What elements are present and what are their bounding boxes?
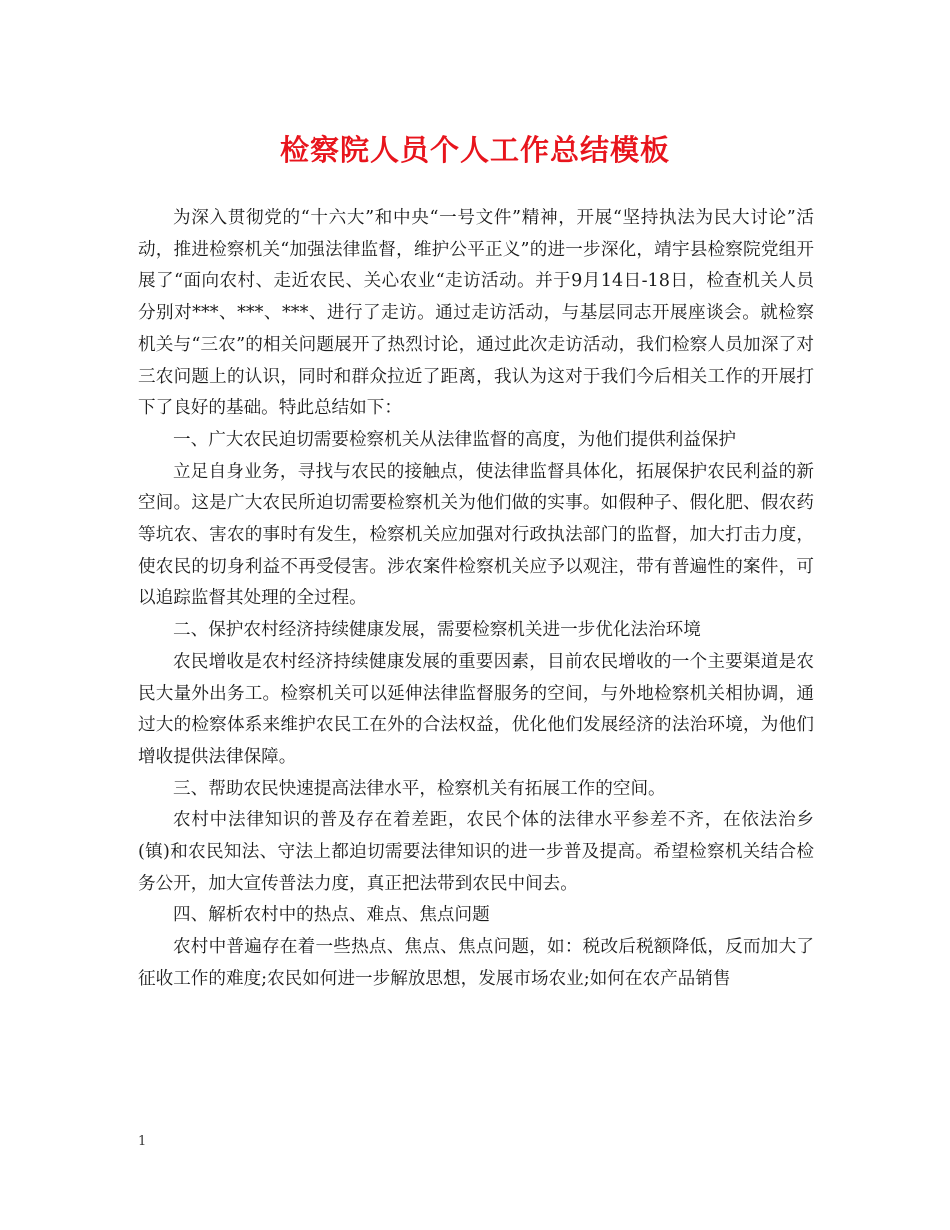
section-heading-4: 四、解析农村中的热点、难点、焦点问题	[173, 905, 490, 926]
paragraph-section-2: 农民增收是农村经济持续健康发展的重要因素，目前农民增收的一个主要渠道是农民大量外出务工。检察机关可以延伸法律监督服务的空间，与外地检察机关相协调，通过大的检察体系来维护农民工在外的合法权益，优化他们发展经济的法治环境，为他们增收提供法律保障。	[138, 651, 814, 767]
section-heading-3: 三、帮助农民快速提高法律水平，检察机关有拓展工作的空间。	[173, 778, 666, 799]
page-number: 1	[138, 1134, 147, 1149]
paragraph-section-4: 农村中普遍存在着一些热点、焦点、焦点问题，如：税改后税额降低，反而加大了征收工作的难度;农民如何进一步解放思想，发展市场农业;如何在农产品销售	[138, 937, 814, 989]
section-heading-1: 一、广大农民迫切需要检察机关从法律监督的高度，为他们提供利益保护	[173, 429, 737, 450]
paragraph-section-1: 立足自身业务，寻找与农民的接触点，使法律监督具体化，拓展保护农民利益的新空间。这是广大农民所迫切需要检察机关为他们做的实事。如假种子、假化肥、假农药等坑农、害农的事时有发生，检察机关应加强对行政执法部门的监督，加大打击力度，使农民的切身利益不再受侵害。涉农案件检察机关应予以观注，带有普遍性的案件，可以追踪监督其处理的全过程。	[138, 461, 814, 609]
section-heading-2: 二、保护农村经济持续健康发展，需要检察机关进一步优化法治环境	[173, 620, 701, 641]
document-body	[138, 203, 814, 996]
paragraph-intro: 为深入贯彻党的“十六大”和中央“一号文件”精神，开展“坚持执法为民大讨论”活动，推进检察机关“加强法律监督，维护公平正义”的进一步深化，靖宇县检察院党组开展了“面向农村、走近农民、关心农业“走访活动。并于9月14日-18日，检查机关人员分别对***、***、***、进行了走访。通过走访活动，与基层同志开展座谈会。就检察机关与“三农”的相关问题展开了热烈讨论，通过此次走访活动，我们检察人员加深了对三农问题上的认识，同时和群众拉近了距离，我认为这对于我们今后相关工作的开展打下了良好的基础。特此总结如下：	[138, 208, 814, 419]
document-title: 检察院人员个人工作总结模板	[279, 133, 670, 167]
paragraph-section-3: 农村中法律知识的普及存在着差距，农民个体的法律水平参差不齐，在依法治乡(镇)和农民知法、守法上都迫切需要法律知识的进一步普及提高。希望检察机关结合检务公开，加大宣传普法力度，真正把法带到农民中间去。	[138, 810, 814, 894]
